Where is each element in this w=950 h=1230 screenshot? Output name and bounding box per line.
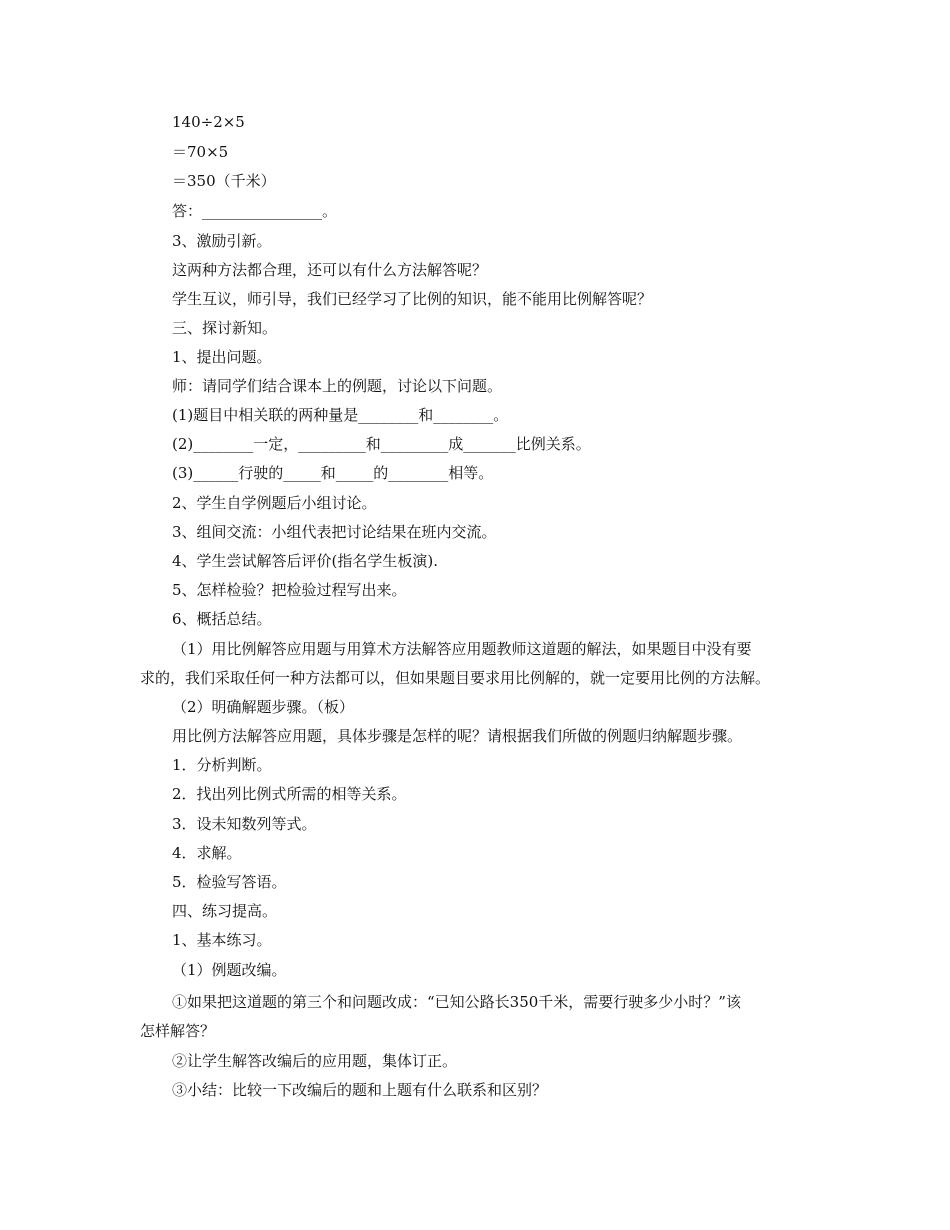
text-line: 学生互议，师引导，我们已经学习了比例的知识，能不能用比例解答呢？	[172, 290, 653, 308]
text-line: 4．求解。	[172, 844, 242, 862]
text-line: 1、提出问题。	[172, 348, 272, 366]
text-line: 2．找出列比例式所需的相等关系。	[172, 785, 407, 803]
text-line: 3．设未知数列等式。	[172, 815, 317, 833]
text-line: 这两种方法都合理，还可以有什么方法解答呢？	[172, 261, 488, 279]
text-line: ③小结：比较一下改编后的题和上题有什么联系和区别？	[172, 1081, 548, 1099]
text-line: （1）例题改编。	[172, 961, 287, 979]
text-line: 4、学生尝试解答后评价(指名学生板演).	[172, 552, 439, 570]
text-line: 1、基本练习。	[172, 931, 272, 949]
text-line: （2）明确解题步骤。（板）	[172, 698, 355, 716]
text-line: ＝70×5	[172, 143, 229, 161]
text-line: 3、激励引新。	[172, 232, 272, 250]
text-line: 答：________________。	[172, 202, 338, 220]
text-line: (1)题目中相关联的两种量是________和________。	[172, 406, 509, 424]
text-line: 3、组间交流：小组代表把讨论结果在班内交流。	[172, 523, 497, 541]
text-line: 怎样解答？	[140, 1022, 216, 1040]
text-line: 2、学生自学例题后小组讨论。	[172, 494, 377, 512]
text-line: 5．检验写答语。	[172, 873, 287, 891]
text-line: 师：请同学们结合课本上的例题，讨论以下问题。	[172, 377, 503, 395]
text-line: ＝350（千米）	[172, 172, 276, 190]
text-line: 5、怎样检验？把检验过程写出来。	[172, 581, 407, 599]
section-heading: 三、探讨新知。	[172, 319, 278, 337]
text-line: 1．分析判断。	[172, 756, 272, 774]
text-line: ②让学生解答改编后的应用题，集体订正。	[172, 1052, 458, 1070]
text-line: 用比例方法解答应用题，具体步骤是怎样的呢？请根据我们所做的例题归纳解题步骤。	[172, 727, 743, 745]
text-line: 6、概括总结。	[172, 610, 272, 628]
text-line: （1）用比例解答应用题与用算术方法解答应用题教师这道题的解法，如果题目中没有要	[172, 640, 752, 658]
text-line: (2)________一定，_________和_________成_______比例关系。	[172, 435, 591, 453]
text-line: ①如果把这道题的第三个和问题改成：“已知公路长350千米，需要行驶多少小时？”该	[172, 993, 741, 1011]
text-line: 140÷2×5	[172, 113, 245, 131]
section-heading: 四、练习提高。	[172, 902, 278, 920]
text-line: (3)______行驶的_____和_____的________相等。	[172, 464, 494, 482]
text-line: 求的，我们采取任何一种方法都可以，但如果题目要求用比例解的，就一定要用比例的方法解。	[140, 669, 771, 687]
